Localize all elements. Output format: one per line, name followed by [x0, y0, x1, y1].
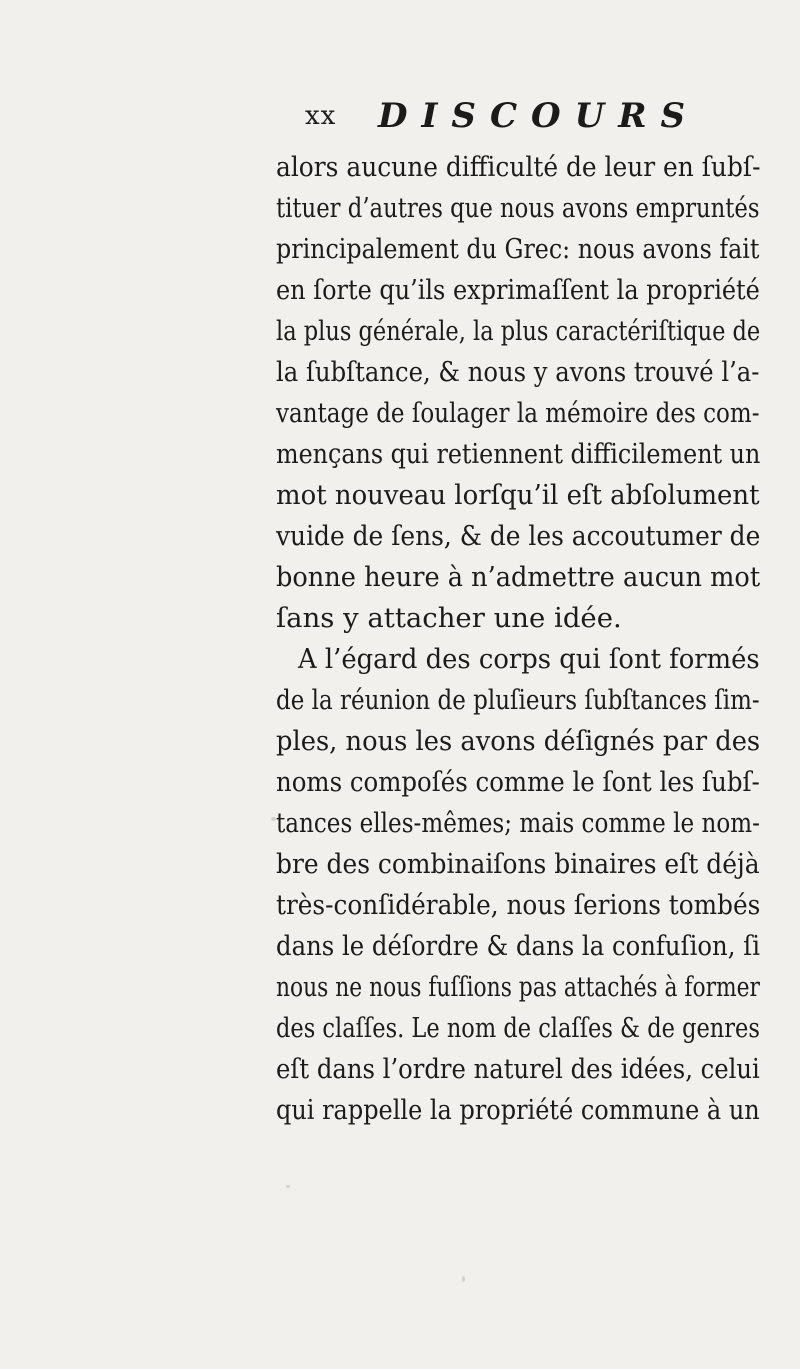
text-line: A l’égard des corps qui ſont formés — [298, 643, 760, 675]
text-line: la plus générale, la plus caractériſtique de — [276, 315, 761, 347]
ink-mark — [462, 1276, 465, 1282]
text-line: alors aucune difficulté de leur en ſubſ- — [276, 151, 761, 183]
text-line: mençans qui retiennent difficilement un — [276, 438, 761, 470]
text-line: nous ne nous fuſſions pas attachés à former — [276, 971, 760, 1003]
page-number: xx — [305, 101, 337, 131]
ink-mark — [271, 817, 276, 821]
text-line: mot nouveau lorſqu’il eſt abſolument — [276, 479, 760, 511]
text-line: dans le déſordre & dans la confuſion, ſi — [276, 930, 760, 962]
text-line: tituer d’autres que nous avons empruntés — [276, 192, 760, 224]
text-line: des claſſes. Le nom de claſſes & de genres — [276, 1012, 760, 1044]
text-line: ſans y attacher une idée. — [276, 602, 622, 634]
text-line: ples, nous les avons déſignés par des — [276, 725, 761, 757]
text-line: qui rappelle la propriété commune à un — [276, 1094, 760, 1126]
text-line: noms compoſés comme le ſont les ſubſ- — [276, 766, 760, 798]
text-line: bonne heure à n’admettre aucun mot — [276, 561, 761, 593]
text-line: de la réunion de pluſieurs ſubſtances ſim- — [276, 684, 760, 716]
text-line: principalement du Grec: nous avons fait — [276, 233, 760, 265]
running-head: DISCOURS — [378, 96, 700, 136]
ink-mark — [286, 1185, 290, 1188]
text-line: en ſorte qu’ils exprimaſſent la propriété — [276, 274, 760, 306]
text-line: vantage de ſoulager la mémoire des com- — [276, 397, 760, 429]
text-line: tances elles-mêmes; mais comme le nom- — [276, 807, 760, 839]
page-header — [0, 96, 800, 136]
text-line: la ſubſtance, & nous y avons trouvé l’a- — [276, 356, 760, 388]
text-line: bre des combinaiſons binaires eſt déjà — [276, 848, 760, 880]
text-line: vuide de ſens, & de les accoutumer de — [276, 520, 761, 552]
text-line: eſt dans l’ordre naturel des idées, celui — [276, 1053, 760, 1085]
text-line: très-conſidérable, nous ſerions tombés — [276, 889, 761, 921]
